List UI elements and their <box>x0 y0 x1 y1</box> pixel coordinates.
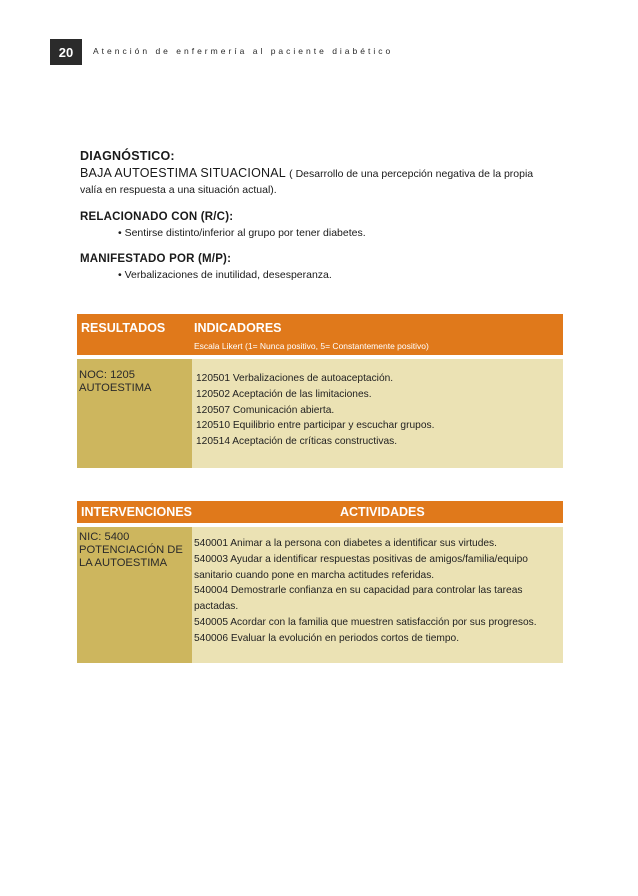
likert-scale-note: Escala Likert (1= Nunca positivo, 5= Constantemente positivo) <box>194 341 429 351</box>
indicators-header-label: INDICADORES <box>194 321 282 335</box>
related-title: RELACIONADO CON (R/C): <box>80 211 234 223</box>
diagnosis-title: DIAGNÓSTICO: <box>80 149 175 163</box>
nic-name-line1: POTENCIACIÓN DE <box>79 544 183 556</box>
indicator-item: 120501 Verbalizaciones de autoaceptación. <box>196 373 394 384</box>
activity-line: 540004 Demostrarle confianza en su capacidad para controlar las tareas <box>194 585 523 597</box>
diagnosis-name-line <box>80 166 570 180</box>
manifested-title: MANIFESTADO POR (M/P): <box>80 253 232 265</box>
nic-code: NIC: 5400 <box>79 531 130 543</box>
noc-name: AUTOESTIMA <box>79 382 152 394</box>
indicators-cell <box>192 359 563 468</box>
manifested-item: • Verbalizaciones de inutilidad, desesperanza. <box>118 269 332 281</box>
interventions-table <box>77 501 563 663</box>
activity-line: sanitario cuando pone en marcha actitudes referidas. <box>194 569 435 581</box>
results-table-body <box>77 359 563 468</box>
indicator-item: 120514 Aceptación de críticas constructivas. <box>196 436 398 448</box>
diagnosis-description-part2: valía en respuesta a una situación actual). <box>80 184 277 196</box>
interventions-header-label: INTERVENCIONES <box>81 505 192 519</box>
diagnosis-description-part1: ( Desarrollo de una percepción negativa de la propia <box>289 168 534 180</box>
noc-cell <box>77 359 192 468</box>
activity-line: 540003 Ayudar a identificar respuestas positivas de amigos/familia/equipo <box>194 553 528 565</box>
indicator-item: 120510 Equilibrio entre participar y escuchar grupos. <box>196 420 435 432</box>
results-table-header <box>77 314 563 355</box>
activity-line: 540005 Acordar con la familia que muestren satisfacción por sus progresos. <box>194 616 537 628</box>
nic-name-line2: LA AUTOESTIMA <box>79 557 168 569</box>
results-header-label: RESULTADOS <box>81 321 166 335</box>
nic-cell <box>77 527 192 663</box>
interventions-table-body <box>77 527 563 663</box>
related-item: • Sentirse distinto/inferior al grupo por tener diabetes. <box>118 227 366 239</box>
page-number: 20 <box>50 39 82 65</box>
results-table <box>77 314 563 468</box>
noc-code: NOC: 1205 <box>79 369 135 381</box>
indicator-item: 120507 Comunicación abierta. <box>196 404 335 416</box>
interventions-table-header <box>77 501 563 523</box>
activity-line: pactadas. <box>194 601 239 613</box>
activity-line: 540001 Animar a la persona con diabetes a identificar sus virtudes. <box>194 538 497 549</box>
running-title: Atención de enfermería al paciente diabético <box>93 46 394 56</box>
indicator-item: 120502 Aceptación de las limitaciones. <box>196 388 372 400</box>
activities-header-label: ACTIVIDADES <box>340 505 425 519</box>
activity-line: 540006 Evaluar la evolución en periodos cortos de tiempo. <box>194 632 460 644</box>
activities-cell <box>192 527 563 663</box>
diagnosis-block <box>80 149 570 281</box>
diagnosis-name: BAJA AUTOESTIMA SITUACIONAL <box>80 166 286 180</box>
